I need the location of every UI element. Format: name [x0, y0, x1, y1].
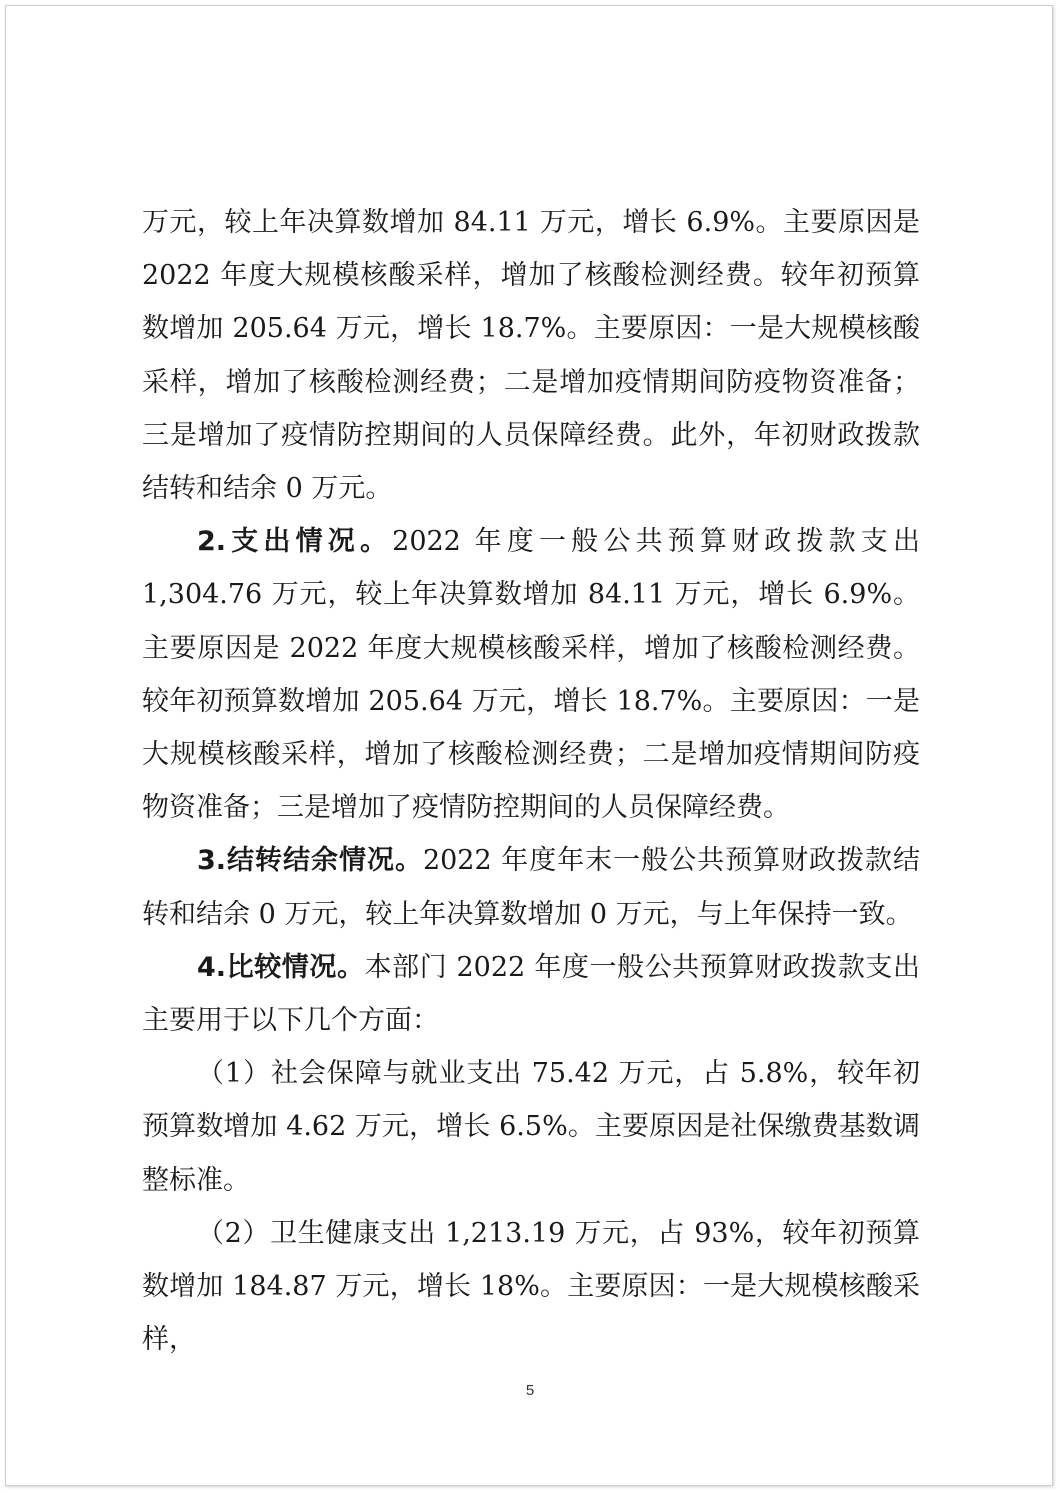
paragraph-text: 万元，较上年决算数增加 84.11 万元，增长 6.9%。主要原因是 2022 年度大规模核酸采样，增加了核酸检测经费。较年初预算数增加 205.64 万元，增长 18.7%。主要原因：一是大规模核酸采样，增加了核酸检测经费；二是增加疫情期间防疫物资准备；三是增加了疫情防控期间的人员保障经费。此外，年初财政拨款结转和结余 0 万元。 [142, 207, 920, 505]
paragraph-text: （2）卫生健康支出 1,213.19 万元，占 93%，较年初预算数增加 184.87 万元，增长 18%。主要原因：一是大规模核酸采样， [142, 1217, 920, 1356]
section-heading-expenditure: 2.支出情况。 [197, 526, 393, 558]
section-heading-comparison: 4.比较情况。 [197, 951, 365, 983]
page-number: 5 [525, 1382, 535, 1399]
paragraph-item-health [142, 1207, 920, 1367]
paragraph-expenditure [142, 515, 920, 834]
paragraph-text: （1）社会保障与就业支出 75.42 万元，占 5.8%，较年初预算数增加 4.62 万元，增长 6.5%。主要原因是社保缴费基数调整标准。 [142, 1058, 920, 1196]
paragraph-income-continued [142, 196, 920, 515]
paragraph-text: 2022 年度一般公共预算财政拨款支出 1,304.76 万元，较上年决算数增加 84.11 万元，增长 6.9%。主要原因是 2022 年度大规模核酸采样，增加了核酸检测经费。较年初预算数增加 205.64 万元，增长 18.7%。主要原因：一是大规模核酸采样，增加了核酸检测经费；二是增加疫情期间防疫物资准备；三是增加了疫情防控期间的人员保障经费。 [142, 526, 920, 824]
paragraph-carryover [142, 834, 920, 940]
paragraph-item-social-security [142, 1047, 920, 1207]
paragraph-comparison [142, 941, 920, 1047]
document-body [142, 196, 920, 1366]
paragraph-text: 本部门 2022 年度一般公共预算财政拨款支出主要用于以下几个方面： [142, 951, 920, 1037]
paragraph-text: 2022 年度年末一般公共预算财政拨款结转和结余 0 万元，较上年决算数增加 0 万元，与上年保持一致。 [142, 845, 921, 930]
section-heading-carryover: 3.结转结余情况。 [197, 845, 423, 877]
